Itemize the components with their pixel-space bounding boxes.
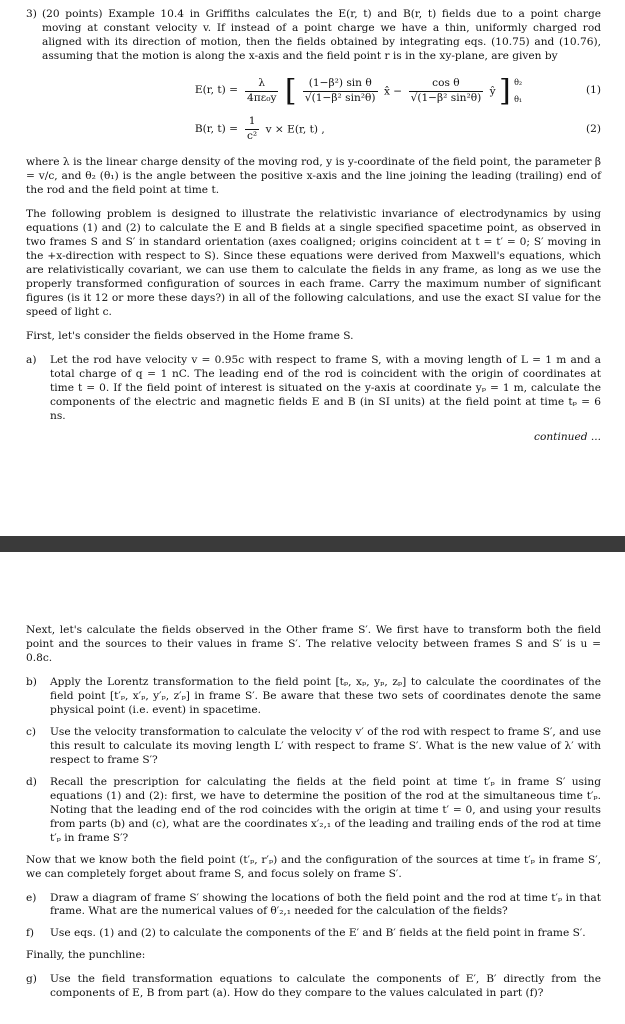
where-paragraph: where λ is the linear charge density of the moving rod, y is y-coordinate of the field point, the parameter β = v/c, and θ₂ (θ₁) is the angle between the positive x-axis and the line joining the leading (trailing) end of the rod and the field point at time t.: [26, 156, 601, 196]
page-separator: [0, 536, 625, 552]
eq1-lower-limit: θ₁: [514, 95, 523, 105]
eq2-lhs: B(r, t) =: [194, 122, 238, 135]
part-g: [26, 973, 601, 1001]
eq1-upper-limit: θ₂: [514, 77, 523, 87]
part-f: f) Use eqs. (1) and (2) to calculate the components of the E′ and B′ fields at the field point in frame S′.: [26, 927, 586, 940]
part-c: c) Use the velocity transformation to calculate the velocity v′ of the rod with respect to frame S′, and use this result to calculate its moving length L′ with respect to frame S′. What is the new value of λ′ with respect to frame S′?: [26, 725, 601, 766]
setup-paragraph: The following problem is designed to illustrate the relativistic invariance of electrodynamics by using equations (1) and (2) to calculate the E and B fields at a single specified spacetime point, as observed in two frames S and S′ in standard orientation (axes coaligned; origins coincident at t = t′ = 0; S′ moving in the +x-direction with respect to S). Since these equations were derived from Maxwell's equations, which are relativistically covariant, we can use them to calculate the fields in any frame, as long as we use the properly transformed configuration of sources in each frame. Carry the maximum number of significant figures (is it 12 or more these days?) in all of the following calculations, and use the exact SI value for the speed of light c.: [26, 207, 601, 318]
part-b: b) Apply the Lorentz transformation to the field point [tₚ, xₚ, yₚ, zₚ] to calculate the coordinates of the field point [t′ₚ, x′ₚ, y′ₚ, z′ₚ] in frame S′. Be aware that these two sets of coordinates denote the same physical point (i.e. event) in spacetime.: [26, 675, 601, 716]
y-hat: ŷ: [489, 85, 496, 98]
eq2-number: (2): [585, 122, 601, 135]
now-paragraph: Now that we know both the field point (t′ₚ, r′ₚ) and the configuration of the sources at time t′ₚ in frame S′, we can completely forget about frame S, and focus solely on frame S′.: [26, 853, 601, 880]
page-2: [0, 552, 625, 1024]
intro-text: (20 points) Example 10.4 in Griffiths calculates the E(r, t) and B(r, t) fields due to a point charge moving at constant velocity v. If instead of a point charge we have a thin, uniformly charged rod aligned with its direction of motion, then the fields obtained by integrating eqs. (10.75) and (10.76), assuming that the motion is along the x-axis and the field point r is in the xy-plane, are given by: [42, 8, 601, 62]
equation-2: [26, 115, 601, 144]
home-frame-heading: First, let's consider the fields observed in the Home frame S.: [26, 329, 354, 342]
part-a-label: a): [26, 353, 37, 366]
x-hat: x̂: [383, 85, 390, 98]
eq1-body: $\frac{\lambda}{\text{4πε₀y}}$ [ $\frac{\text{(1−β²) sin θ}}{\text{√(1−β² sin²θ)}}$ x̂ − $\frac{\text{cos θ}}{\text{√(1−β² sin²θ)}}$ ŷ ] θ₂ θ₁: [247, 73, 523, 109]
problem-number: 3): [26, 8, 37, 20]
eq1-coefficient: $\frac{\lambda}{\text{4πε₀y}}$: [247, 77, 277, 104]
part-g-label: g): [26, 973, 37, 986]
eq2-body: [242, 115, 601, 144]
other-frame-paragraph: Next, let's calculate the fields observed in the Other frame S′. We first have to transform both the field point and the sources to their values in frame S′. The relative velocity between frames S and S′ is u = 0.8c.: [26, 624, 601, 664]
equation-1: [26, 74, 601, 109]
part-d: d) Recall the prescription for calculating the fields at the field point at time t′ₚ in frame S′ using equations (1) and (2): first, we have to determine the position of the rod at the simultaneous time t′ₚ. Noting that the leading end of the rod coincides with the origin at time t′ = 0, and using your results from parts (b) and (c), what are the coordinates x′₂,₁ of the leading and trailing ends of the rod at time t′ₚ in frame S′?: [26, 775, 601, 844]
part-g-text: Use the field transformation equations to calculate the components of E′, B′ directly from the components of E, B from part (a). How do they compare to the values calculated in part (f)?: [50, 973, 601, 1000]
problem-intro: [26, 8, 601, 64]
finally-heading: Finally, the punchline:: [26, 949, 146, 962]
eq1-lhs: E(r, t) =: [194, 84, 238, 97]
eq2-rhs: v × E(r, t) ,: [265, 123, 325, 136]
eq2-coefficient: $\frac{1}{\text{c²}}$: [247, 115, 258, 143]
eq1-number: (1): [585, 84, 601, 97]
part-a-text: Let the rod have velocity v = 0.95c with respect to frame S, with a moving length of L = 1 m and a total charge of q = 1 nC. The leading end of the rod is coincident with the origin of coordinates at time t = 0. If the field point of interest is situated on the y-axis at coordinate yₚ = 1 m, calculate the components of the electric and magnetic fields E and B (in SI units) at the field point at time tₚ = 6 ns.: [50, 353, 601, 422]
eq1-term1: $\frac{\text{(1−β²) sin θ}}{\text{√(1−β² sin²θ)}}$: [304, 77, 376, 104]
part-a: [26, 354, 601, 424]
part-e: e) Draw a diagram of frame S′ showing the locations of both the field point and the rod at time t′ₚ in that frame. What are the numerical values of θ′₂,₁ needed for the calculation of the fields?: [26, 891, 601, 918]
eq1-term2: $\frac{\text{cos θ}}{\text{√(1−β² sin²θ)}}$: [410, 77, 482, 104]
continued-note: continued ...: [534, 431, 601, 444]
